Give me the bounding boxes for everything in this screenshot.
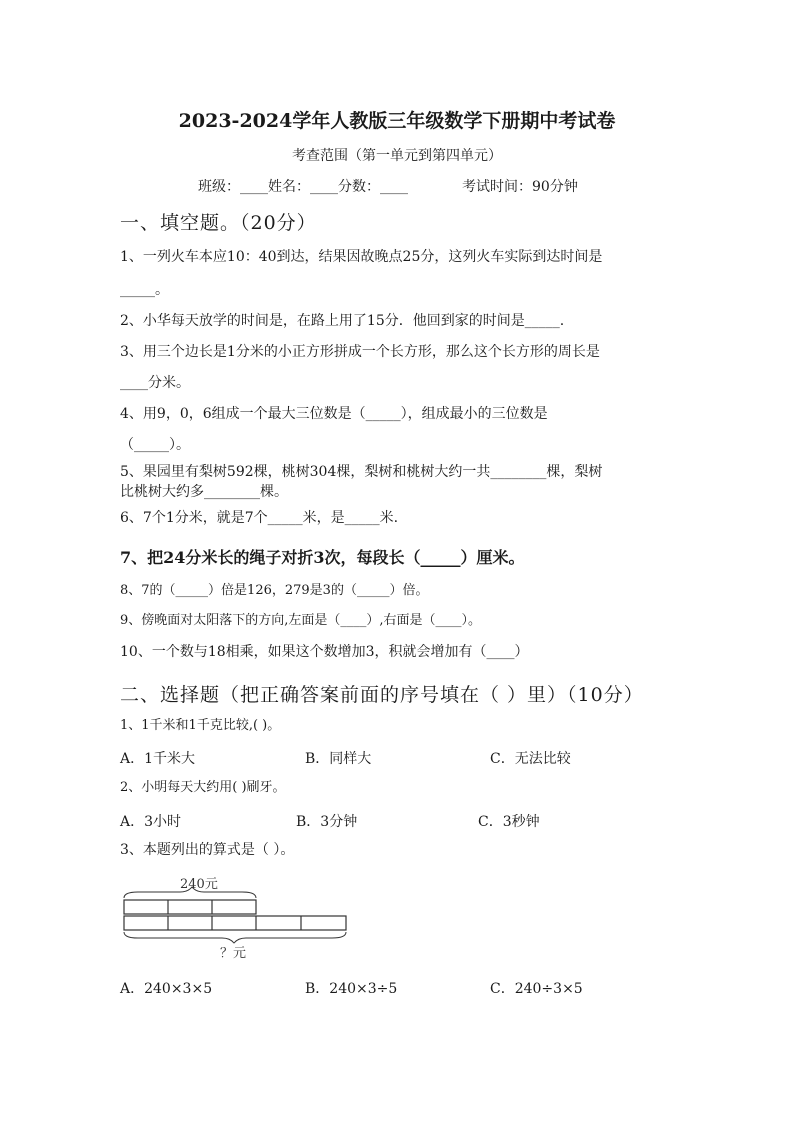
line-segment-diagram <box>118 870 358 965</box>
choice-3-option-b: B．240×3÷5 <box>305 981 398 997</box>
question-6: 6、7个1分米，就是7个_____米，是_____米. <box>120 510 399 526</box>
choice-question-2: 2、小明每天大约用( )刷牙。 <box>120 780 286 795</box>
choice-2-option-a: A．3小时 <box>120 814 182 830</box>
choice-2-option-b: B．3分钟 <box>296 814 358 830</box>
question-4-line-2: （_____）。 <box>120 437 190 453</box>
question-3-line-2: ____分米。 <box>120 375 190 391</box>
exam-time: 考试时间：90分钟 <box>462 179 578 195</box>
page-title: 2023-2024学年人教版三年级数学下册期中考试卷 <box>178 110 616 132</box>
top-label: 240元 <box>180 877 218 892</box>
question-4-line-1: 4、用9，0，6组成一个最大三位数是（_____），组成最小的三位数是 <box>120 406 548 422</box>
choice-2-option-c: C．3秒钟 <box>478 814 540 830</box>
choice-1-option-a: A．1千米大 <box>120 751 196 767</box>
bottom-brace <box>124 932 346 943</box>
choice-3-option-a: A．240×3×5 <box>120 981 213 997</box>
question-1-line-2: _____。 <box>120 282 169 298</box>
question-8: 8、7的（_____）倍是126，279是3的（_____）倍。 <box>120 583 429 598</box>
section-fill-blank-heading: 一、填空题。（20分） <box>120 212 317 234</box>
choice-1-option-b: B．同样大 <box>305 751 372 767</box>
choice-question-1: 1、1千米和1千克比较,( )。 <box>120 718 281 733</box>
question-5-line-2: 比桃树大约多________棵。 <box>120 484 288 500</box>
question-5-line-1: 5、果园里有梨树592棵，桃树304棵，梨树和桃树大约一共________棵，梨树 <box>120 464 603 480</box>
question-3-line-1: 3、用三个边长是1分米的小正方形拼成一个长方形，那么这个长方形的周长是 <box>120 344 600 360</box>
choice-question-3: 3、本题列出的算式是（ ）。 <box>120 842 295 858</box>
top-bar <box>124 900 256 914</box>
question-7: 7、把24分米长的绳子对折3次，每段长（_____）厘米。 <box>120 548 525 567</box>
bottom-bar <box>124 916 346 930</box>
exam-scope: 考查范围（第一单元到第四单元） <box>292 148 502 164</box>
question-10: 10、一个数与18相乘，如果这个数增加3，积就会增加有（____） <box>120 644 529 660</box>
choice-1-option-c: C．无法比较 <box>490 751 571 767</box>
section-choice-heading: 二、选择题（把正确答案前面的序号填在（ ）里）（10分） <box>120 684 644 706</box>
top-brace <box>124 887 256 898</box>
student-info-fields: 班级：____姓名：____分数：____ <box>198 179 408 195</box>
question-2: 2、小华每天放学的时间是，在路上用了15分．他回到家的时间是_____. <box>120 313 565 329</box>
question-9: 9、傍晚面对太阳落下的方向,左面是（____）,右面是（____）。 <box>120 613 482 628</box>
bottom-label: ？元 <box>220 946 247 961</box>
choice-3-option-c: C．240÷3×5 <box>490 981 583 997</box>
question-1-line-1: 1、一列火车本应10：40到达，结果因故晚点25分，这列火车实际到达时间是 <box>120 249 603 265</box>
